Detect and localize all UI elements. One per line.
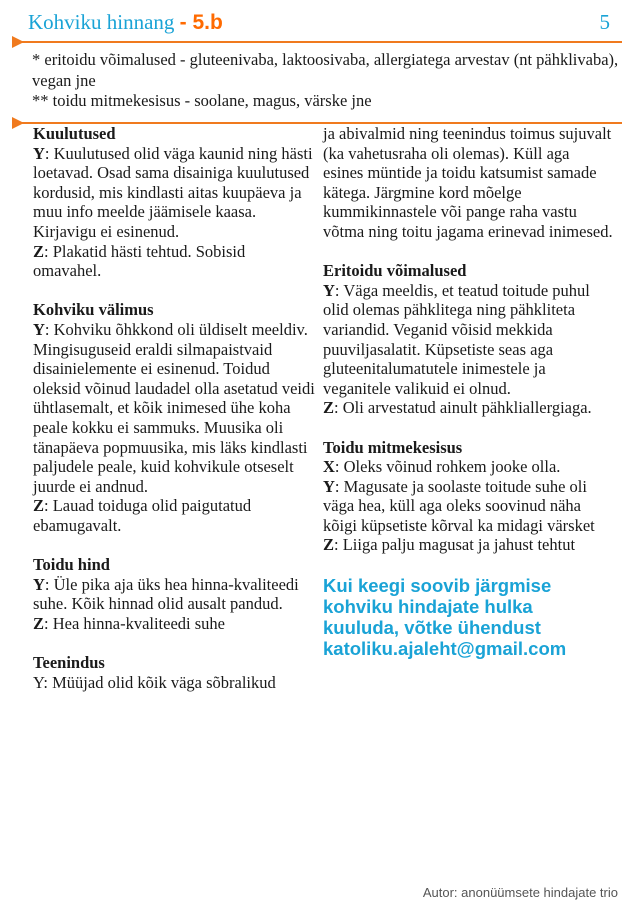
section-hind	[33, 555, 315, 633]
section-title: Eritoidu võimalused	[323, 261, 467, 281]
section-title: Kuulutused	[33, 124, 116, 143]
footnotes	[32, 50, 622, 112]
review-entry	[323, 398, 613, 418]
reviewer-label: Z	[33, 496, 45, 516]
review-text: ja abivalmid ning teenindus toimus sujuvalt (ka vahetusraha oli olemas). Küll aga esines müntide ja toidu katsumist samade kätega. Järgmine kord mõelge kummikinnastele või pange raha vastu võtma ning toitu jagama erinevad inimesed.	[323, 124, 613, 241]
review-entry	[323, 457, 613, 477]
review-entry	[323, 281, 613, 399]
left-column	[33, 124, 315, 712]
reviewer-label: X	[323, 457, 335, 477]
review-text: : Lauad toiduga olid paigutatud ebamugavalt.	[33, 496, 252, 535]
review-entry	[33, 575, 315, 614]
issue-label: - 5.b	[179, 11, 223, 34]
review-entry	[33, 242, 315, 281]
right-column	[323, 124, 613, 659]
review-text: : Oli arvestatud ainult pähkliallergiaga.	[334, 398, 592, 418]
reviewer-label: Y	[33, 143, 45, 163]
review-entry	[323, 477, 613, 536]
reviewer-label: Z	[33, 613, 45, 633]
reviewer-label: Z	[323, 535, 335, 555]
section-teenindus-continued	[323, 124, 613, 242]
section-kuulutused	[33, 124, 315, 281]
review-text: : Hea hinna-kvaliteedi suhe	[44, 613, 225, 633]
review-entry	[33, 614, 315, 634]
review-text: : Kuulutused olid väga kaunid ning hästi loetavad. Osad sama disainiga kuulutused kordusid, mis kindlasti aitas kuupäeva ja muu info meelde jäämisele kaasa. Kirjavigu ei esinenud.	[33, 143, 313, 241]
contact-callout: Kui keegi soovib järgmise kohviku hindajate hulka kuuluda, võtke ühendust katoliku.ajaleht@gmail.com	[323, 575, 567, 660]
reviewer-label: Y	[33, 319, 45, 339]
review-text: : Kohviku õhkkond oli üldiselt meeldiv. Mingisuguseid eraldi silmapaistvaid disainielemente ei esinenud. Toidud oleksid võinud laudadel olla asetatud veidi ühtlasemalt, et kõik inimesed ühe koha peale kokku ei sammuks. Muusika oli tänapäeva popmuusika, mis läks kindlasti paljudele peale, kuid kohvikule otseselt juurde ei andnud.	[33, 319, 315, 496]
page-title	[28, 10, 223, 35]
section-title: Toidu hind	[33, 555, 110, 575]
section-title: Toidu mitmekesisus	[323, 437, 463, 457]
title-text: Kohviku hinnang	[28, 10, 175, 34]
review-text: : Liiga palju magusat ja jahust tehtut	[334, 535, 576, 555]
review-text: : Väga meeldis, et teatud toitude puhul olid olemas pähklitega ning pähkliteta variandid. Veganid võisid mekkida puuviljasalatit. Küpsetiste seas aga gluteenitalumatutele inimestele ja veganitele valikuid ei olnud.	[323, 280, 590, 398]
review-entry	[33, 320, 315, 496]
section-teenindus	[33, 653, 315, 692]
review-entry	[33, 144, 315, 242]
review-text: : Oleks võinud rohkem jooke olla.	[334, 457, 561, 477]
section-title: Teenindus	[33, 653, 105, 673]
review-entry	[33, 496, 315, 535]
section-valimus	[33, 300, 315, 535]
header-divider	[14, 41, 622, 43]
review-text: : Plakatid hästi tehtud. Sobisid omavahel.	[33, 241, 246, 281]
reviewer-label: Y	[323, 476, 335, 496]
reviewer-label: Y	[323, 280, 335, 300]
section-title: Kohviku välimus	[33, 300, 154, 320]
divider-arrow-icon	[12, 117, 24, 129]
reviewer-label: Y	[33, 574, 45, 594]
review-text: Y: Müüjad olid kõik väga sõbralikud	[33, 672, 276, 692]
footnote: ** toidu mitmekesisus - soolane, magus, värske jne	[32, 91, 372, 110]
page-number: 5	[599, 10, 610, 34]
footnote: * eritoidu võimalused - gluteenivaba, laktoosivaba, allergiatega arvestav (nt pähklivaba), vegan jne	[32, 50, 619, 90]
review-entry	[323, 535, 613, 555]
divider-arrow-icon	[12, 36, 24, 48]
section-eritoit	[323, 261, 613, 418]
review-text: : Magusate ja soolaste toitude suhe oli väga hea, küll aga oleks soovinud näha kõigi küpsetiste kõrval ka midagi värsket	[323, 476, 595, 535]
reviewer-label: Z	[33, 241, 45, 261]
review-text: : Üle pika aja üks hea hinna-kvaliteedi suhe. Kõik hinnad olid ausalt pandud.	[33, 574, 299, 614]
author-credit: Autor: anonüümsete hindajate trio	[422, 885, 618, 900]
page-header	[28, 8, 618, 36]
reviewer-label: Z	[323, 398, 335, 418]
section-mitmekesisus	[323, 438, 613, 556]
